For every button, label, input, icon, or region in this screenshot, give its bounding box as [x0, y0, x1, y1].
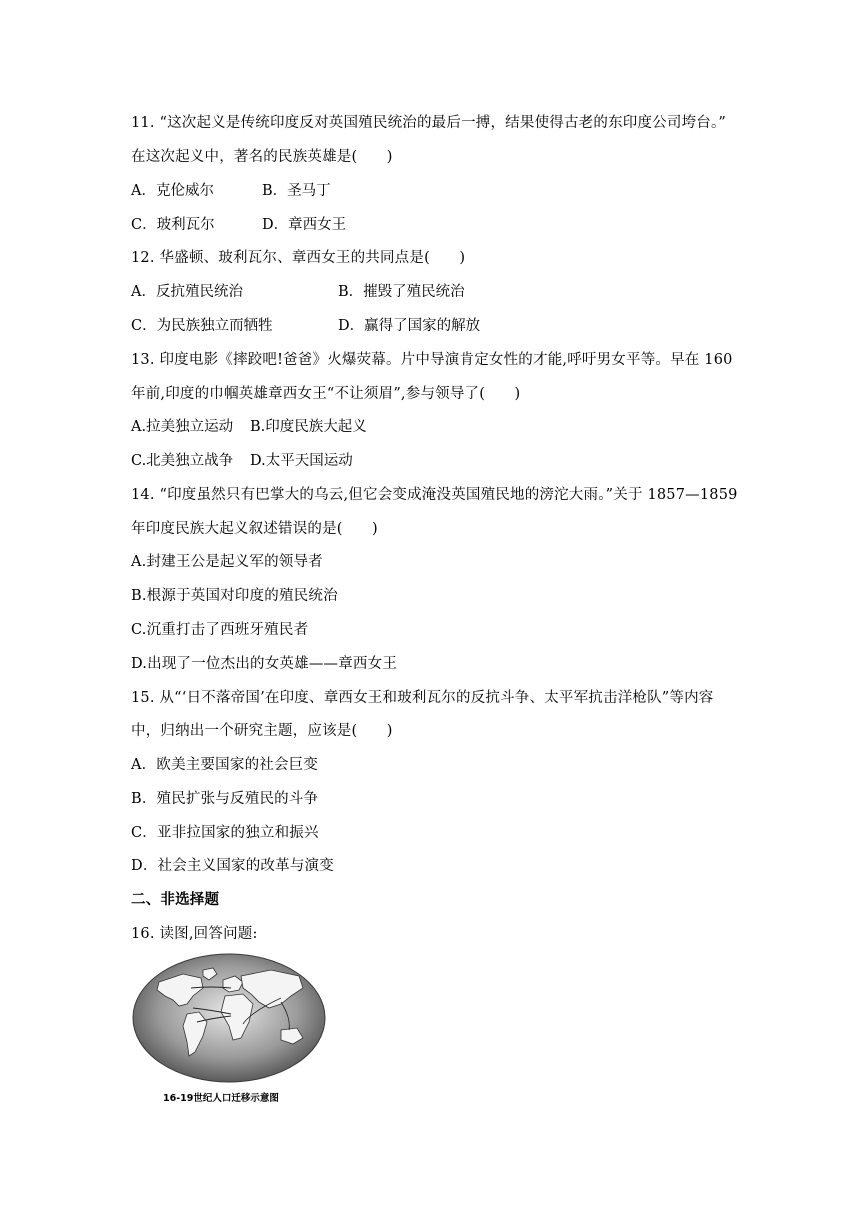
q14-option-b: B.根源于英国对印度的殖民统治 [131, 588, 338, 604]
map-caption: 16-19世纪人口迁移示意图 [163, 1093, 279, 1104]
q15-stem-line2: 中，归纳出一个研究主题，应该是( ) [131, 723, 393, 739]
q15-option-a: A．欧美主要国家的社会巨变 [131, 757, 319, 773]
world-map-icon [131, 952, 327, 1084]
q12-option-b: B．摧毁了殖民统治 [338, 284, 465, 300]
q11-option-b: B．圣马丁 [262, 183, 331, 199]
q12-stem-line1: 12. 华盛顿、玻利瓦尔、章西女王的共同点是( ) [131, 250, 466, 266]
q11-option-a: A．克伦威尔 [131, 183, 214, 199]
q15-option-c: C．亚非拉国家的独立和振兴 [131, 825, 319, 841]
q12-option-d: D．赢得了国家的解放 [338, 318, 481, 334]
q13-stem-line1: 13. 印度电影《摔跤吧!爸爸》火爆荧幕。片中导演肯定女性的才能,呼吁男女平等。早在 160 [131, 352, 733, 368]
q14-stem-line2: 年印度民族大起义叙述错误的是( ) [131, 521, 378, 537]
q13-option-d: D.太平天国运动 [250, 453, 353, 469]
q15-option-d: D．社会主义国家的改革与演变 [131, 858, 334, 874]
q16-stem-line1: 16. 读图,回答问题: [131, 926, 258, 942]
q11-option-d: D．章西女王 [262, 217, 347, 233]
world-map-figure [131, 952, 327, 1084]
q12-option-a: A．反抗殖民统治 [131, 284, 243, 300]
q13-option-b: B.印度民族大起义 [250, 419, 367, 435]
q12-option-c: C．为民族独立而牺牲 [131, 318, 273, 334]
q13-stem-line2: 年前,印度的巾帼英雄章西女王“不让须眉”,参与领导了( ) [131, 386, 521, 402]
q15-option-b: B．殖民扩张与反殖民的斗争 [131, 791, 319, 807]
q15-stem-line1: 15. 从“‘日不落帝国’在印度、章西女王和玻利瓦尔的反抗斗争、太平军抗击洋枪队”等内容 [131, 690, 714, 706]
q14-stem-line1: 14. “印度虽然只有巴掌大的乌云,但它会变成淹没英国殖民地的滂沱大雨。”关于 1857—1859 [131, 487, 738, 503]
section-heading: 二、非选择题 [131, 891, 220, 908]
q11-option-c: C．玻利瓦尔 [131, 217, 215, 233]
q14-option-d: D.出现了一位杰出的女英雄——章西女王 [131, 656, 398, 672]
q13-option-a: A.拉美独立运动 [131, 419, 234, 435]
q14-option-a: A.封建王公是起义军的领导者 [131, 554, 323, 570]
q14-option-c: C.沉重打击了西班牙殖民者 [131, 622, 309, 638]
q11-stem-line2: 在这次起义中，著名的民族英雄是( ) [131, 149, 393, 165]
q13-option-c: C.北美独立战争 [131, 453, 234, 469]
q11-stem-line1: 11. “这次起义是传统印度反对英国殖民统治的最后一搏，结果使得古老的东印度公司垮台。” [131, 115, 727, 131]
